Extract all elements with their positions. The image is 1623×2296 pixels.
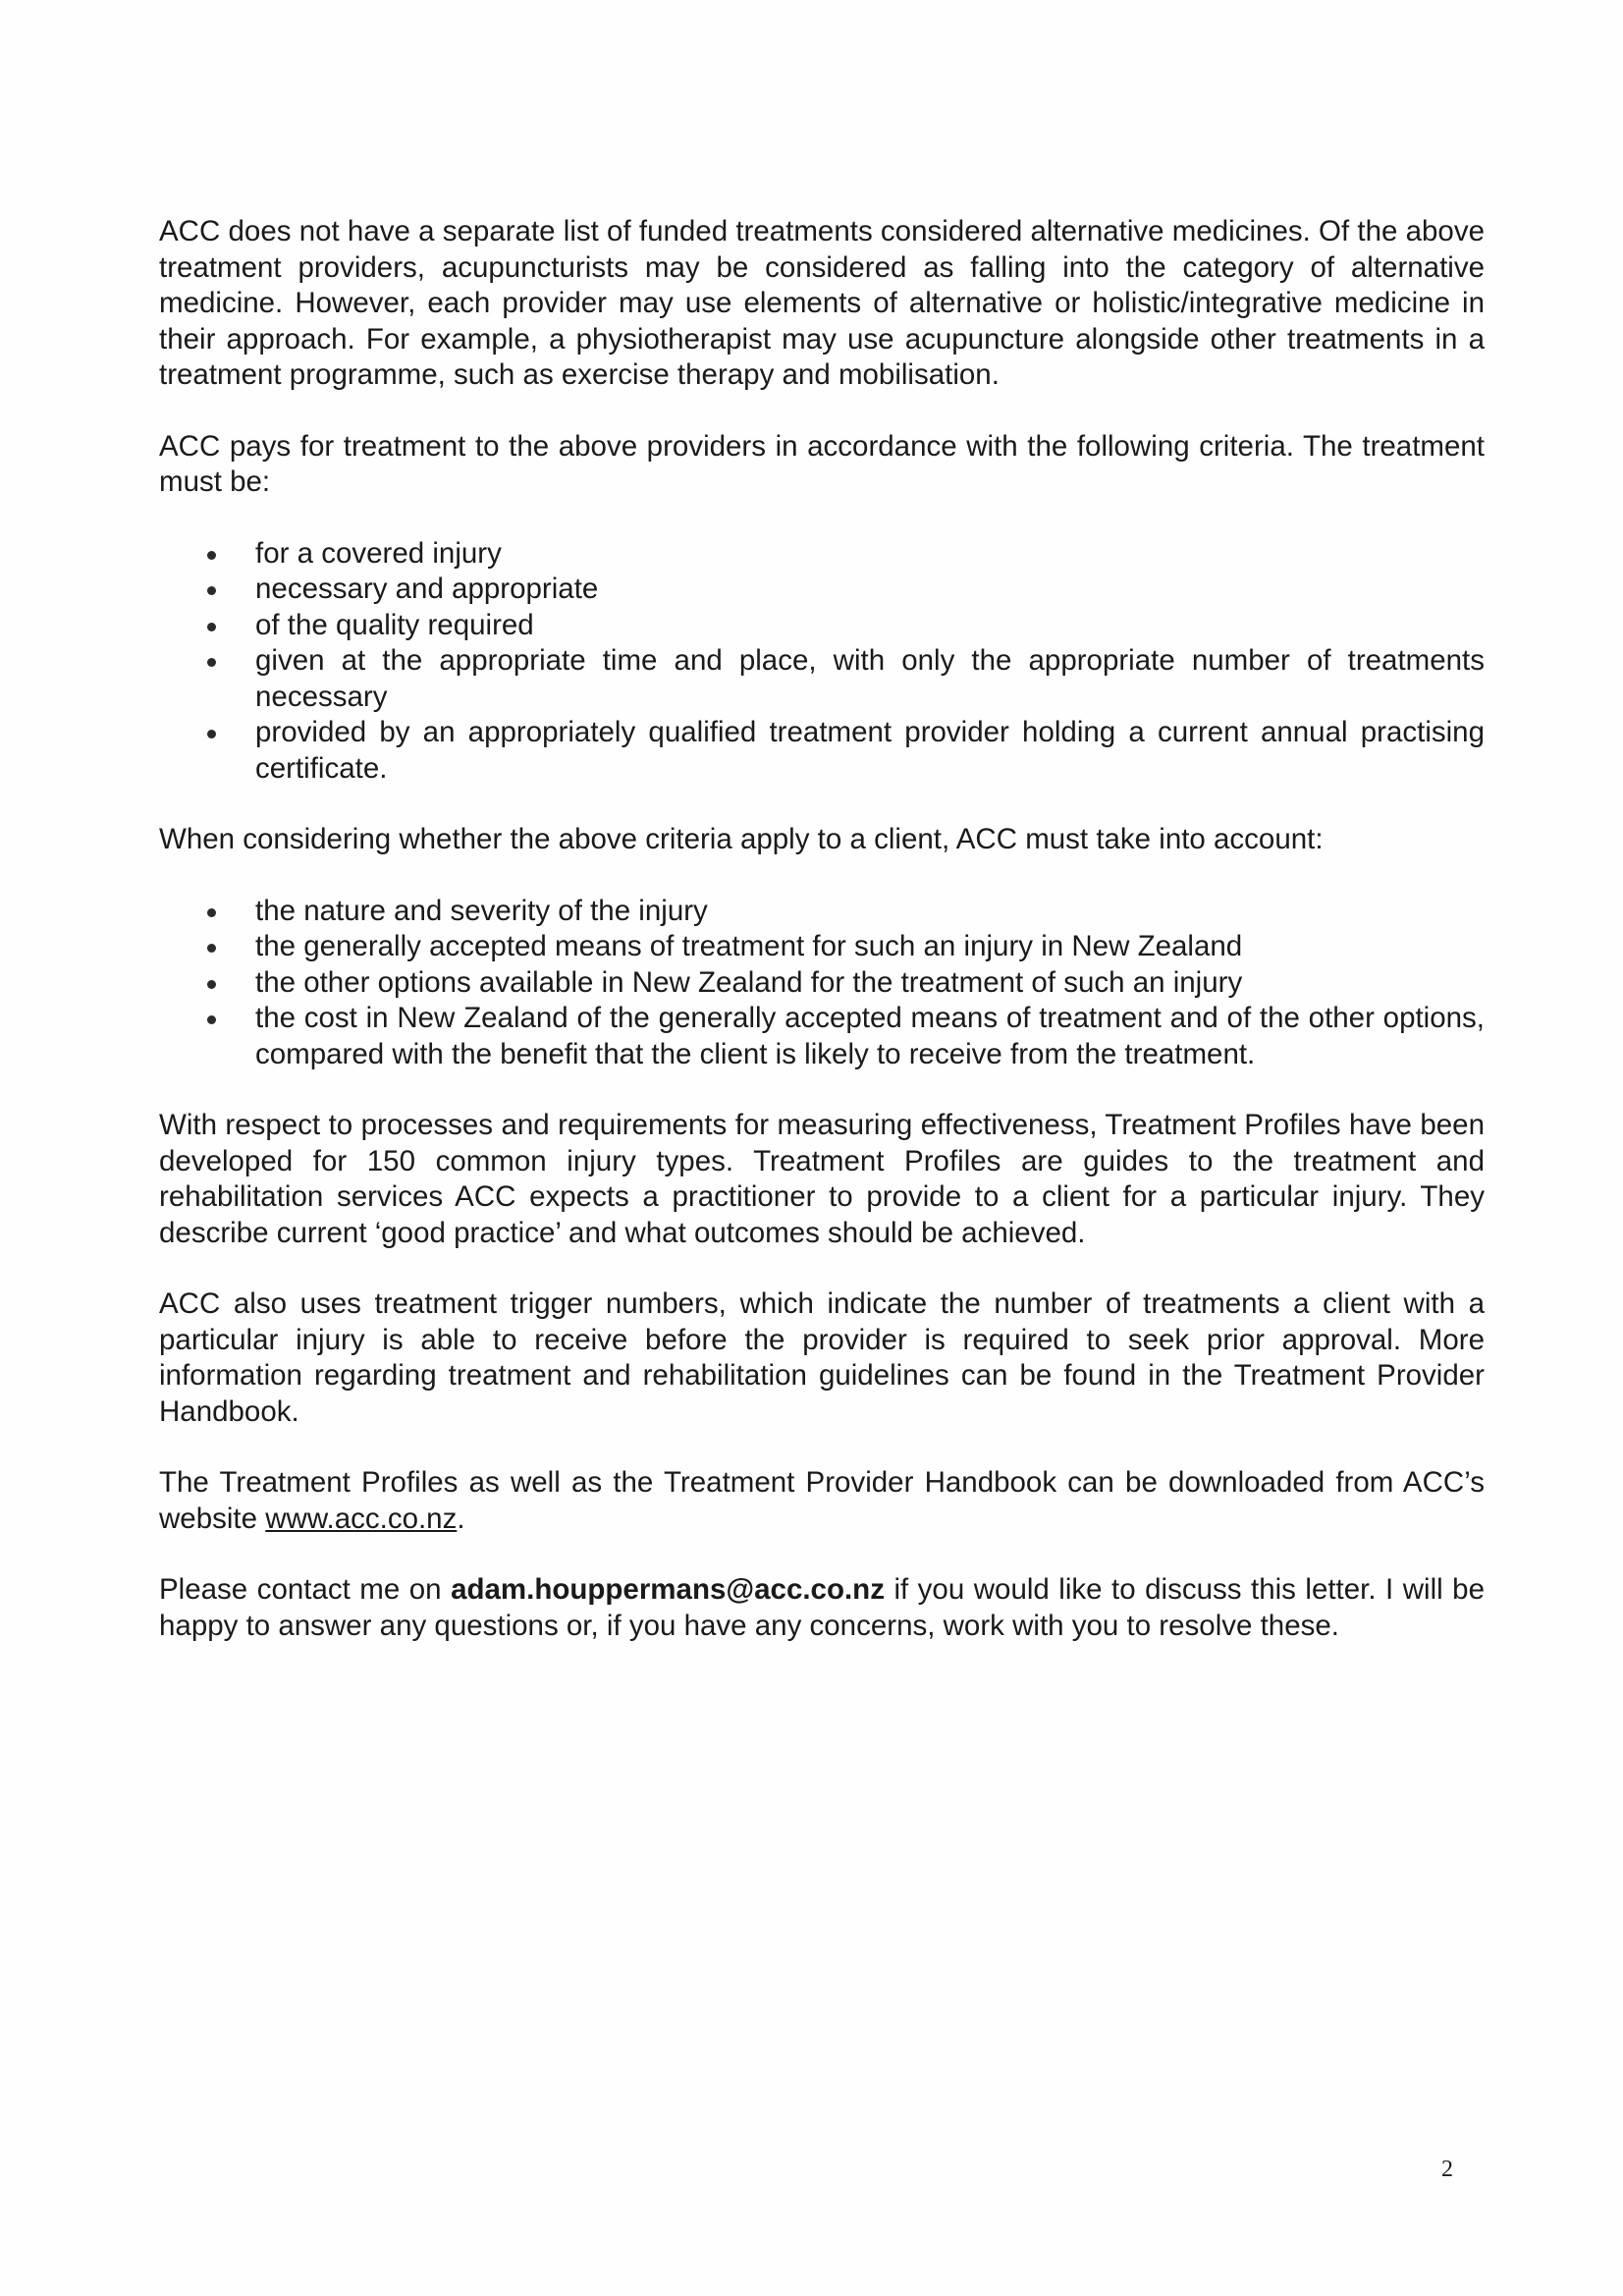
bullet-icon bbox=[207, 551, 216, 560]
paragraph-treatment-profiles: With respect to processes and requirements for measuring effectiveness, Treatment Profiles have been developed for 150 common injury types. Treatment Profiles are guides to the treatment and rehabilitation services ACC expects a practitioner to provide to a client for a particular injury. They describe current ‘good practice’ and what outcomes should be achieved. bbox=[159, 1109, 1485, 1249]
letter-body bbox=[159, 214, 1485, 1644]
list-item: of the quality required bbox=[159, 608, 1485, 644]
list-item: the other options available in New Zealand for the treatment of such an injury bbox=[159, 965, 1485, 1002]
considerations-list bbox=[159, 894, 1485, 1073]
page-number: 2 bbox=[1441, 2157, 1453, 2182]
list-item: provided by an appropriately qualified treatment provider holding a current annual practising certificate. bbox=[159, 715, 1485, 787]
paragraph-contact: Please contact me on adam.houppermans@acc.co.nz if you would like to discuss this letter. I will be happy to answer any questions or, if you have any concerns, work with you to resolve these. bbox=[159, 1573, 1485, 1642]
list-item: for a covered injury bbox=[159, 536, 1485, 573]
acc-website-link[interactable]: www.acc.co.nz bbox=[265, 1502, 458, 1535]
list-item: the generally accepted means of treatment for such an injury in New Zealand bbox=[159, 929, 1485, 965]
list-item: the cost in New Zealand of the generally accepted means of treatment and of the other options, compared with the benefit that the client is likely to receive from the treatment. bbox=[159, 1001, 1485, 1072]
contact-email[interactable]: adam.houppermans@acc.co.nz bbox=[451, 1573, 885, 1606]
bullet-icon bbox=[207, 658, 216, 667]
paragraph-alternative-medicine: ACC does not have a separate list of funded treatments considered alternative medicines. Of the above treatment providers, acupuncturists may be considered as falling into the category of alternative medicine. However, each provider may use elements of alternative or holistic/integrative medicine in their approach. For example, a physiotherapist may use acupuncture alongside other treatments in a treatment programme, such as exercise therapy and mobilisation. bbox=[159, 215, 1485, 391]
paragraph-downloads: The Treatment Profiles as well as the Treatment Provider Handbook can be downloaded from ACC’s website www.acc.co.nz. bbox=[159, 1466, 1485, 1535]
bullet-icon bbox=[207, 586, 216, 595]
paragraph-trigger-numbers: ACC also uses treatment trigger numbers, which indicate the number of treatments a client with a particular injury is able to receive before the provider is required to seek prior approval. More information regarding treatment and rehabilitation guidelines can be found in the Treatment Provider Handbook. bbox=[159, 1287, 1485, 1428]
bullet-icon bbox=[207, 980, 216, 989]
bullet-icon bbox=[207, 623, 216, 631]
bullet-icon bbox=[207, 944, 216, 953]
list-item: necessary and appropriate bbox=[159, 572, 1485, 608]
list-item: given at the appropriate time and place, with only the appropriate number of treatments necessary bbox=[159, 643, 1485, 715]
list-item: the nature and severity of the injury bbox=[159, 894, 1485, 930]
paragraph-considerations-intro: When considering whether the above criteria apply to a client, ACC must take into account: bbox=[159, 823, 1324, 855]
bullet-icon bbox=[207, 908, 216, 917]
bullet-icon bbox=[207, 730, 216, 738]
criteria-list bbox=[159, 536, 1485, 788]
bullet-icon bbox=[207, 1015, 216, 1024]
paragraph-treatment-criteria-intro: ACC pays for treatment to the above providers in accordance with the following criteria. The treatment must be: bbox=[159, 429, 1485, 498]
